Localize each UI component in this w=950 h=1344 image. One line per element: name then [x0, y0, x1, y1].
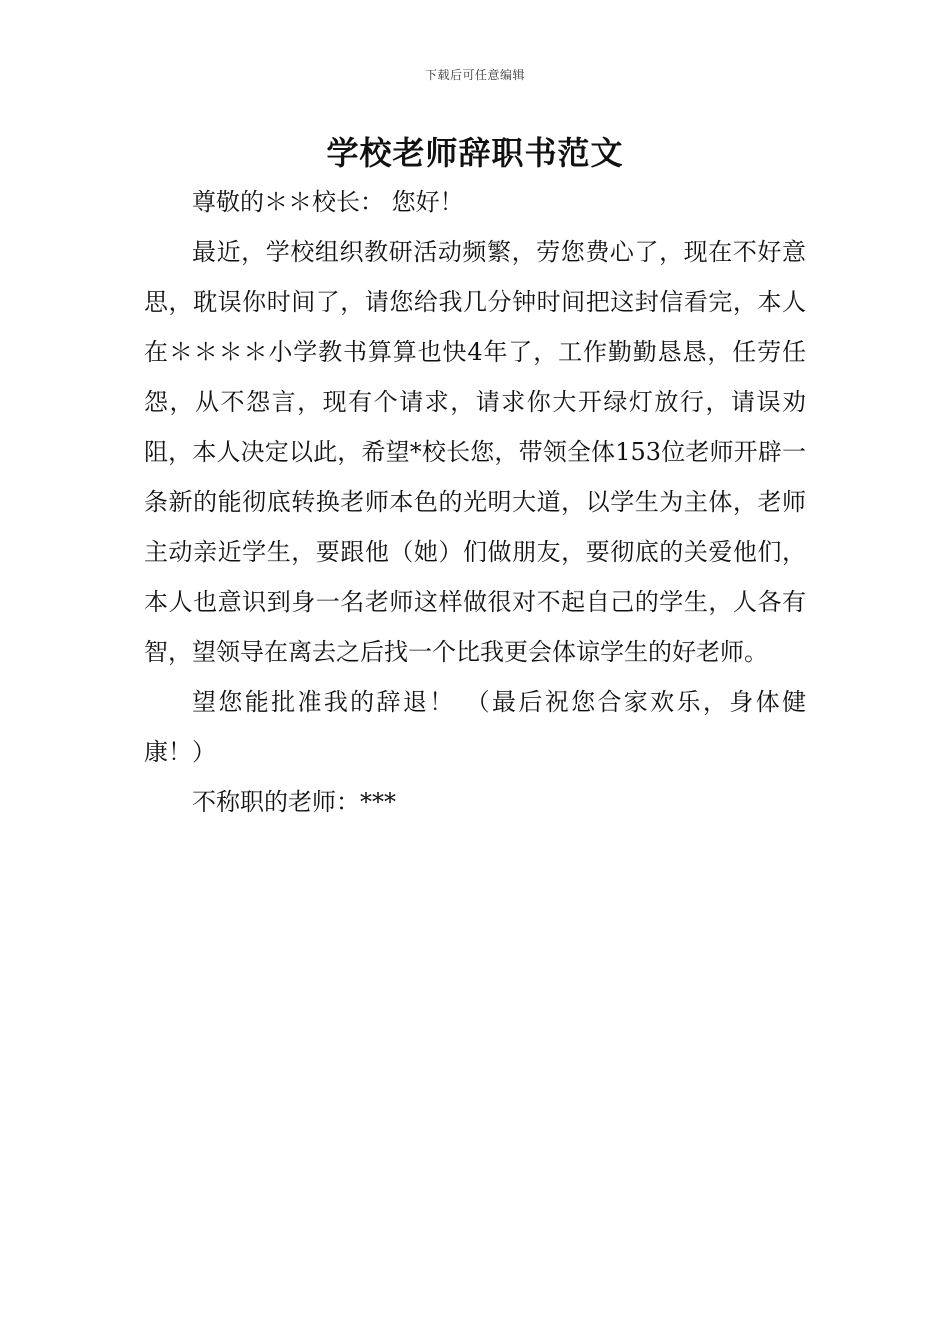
greeting-line: 尊敬的＊＊校长： 您好！ — [192, 188, 464, 216]
body-paragraph: 最近，学校组织教研活动频繁，劳您费心了，现在不好意思，耽误你时间了，请您给我几分钟时间把这封信看完，本人在＊＊＊＊小学教书算算也快4年了，工作勤勤恳恳，任劳任怨，从不怨言，现有个请求，请求你大开绿灯放行，请误劝阻，本人决定以此，希望*校长您，带领全体153位老师开辟一条新的能彻底转换老师本色的光明大道，以学生为主体，老师主动亲近学生，要跟他（她）们做朋友，要彻底的关爱他们，本人也意识到身一名老师这样做很对不起自己的学生，人各有智，望领导在离去之后找一个比我更会体谅学生的好老师。 — [144, 238, 806, 666]
document-title: 学校老师辞职书范文 — [326, 134, 624, 172]
body-paragraph: 望您能批准我的辞退！ （最后祝您合家欢乐，身体健康！） — [144, 688, 806, 766]
letter-body — [144, 177, 806, 827]
header-note: 下载后可任意编辑 — [424, 68, 525, 82]
signature-line: 不称职的老师：*** — [192, 788, 396, 816]
